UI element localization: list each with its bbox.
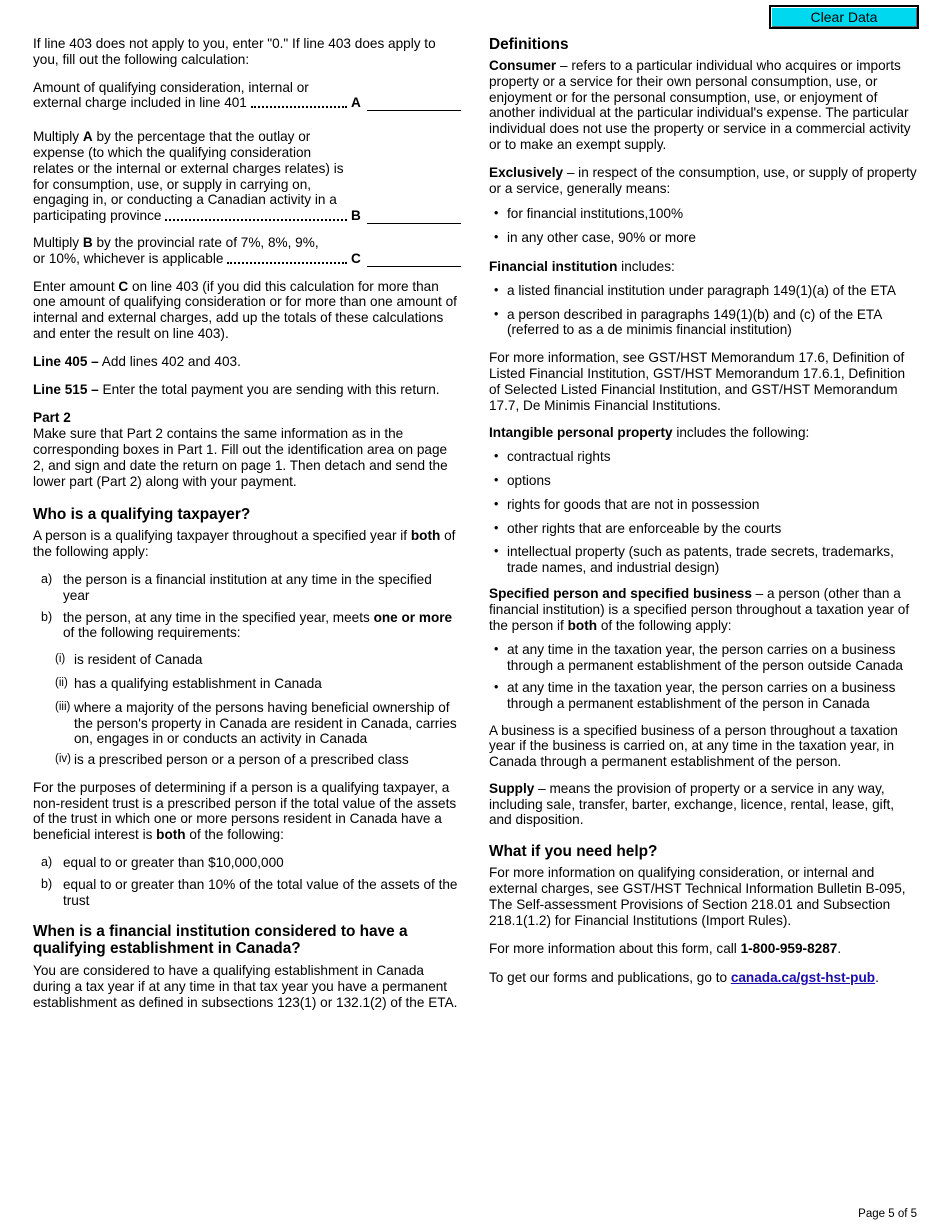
establishment-text: You are considered to have a qualifying establishment in Canada during a tax year if at any time in that tax year you have a permanent establishment as defined in subsections 123(1) or 132.1(2) of the ETA. bbox=[33, 963, 458, 1011]
list-item: • for financial institutions,100% bbox=[494, 206, 684, 222]
calc-a-line1: Amount of qualifying consideration, internal or bbox=[33, 79, 309, 95]
list-item: • other rights that are enforceable by the courts bbox=[494, 520, 782, 536]
business-text: A business is a specified business of a person throughout a taxation year if the business is carried on, at any time in the taxation year, in Canada through a permanent establishment of the person. bbox=[489, 722, 898, 770]
web-text: To get our forms and publications, go to canada.ca/gst-hst-pub. bbox=[489, 970, 879, 986]
enter-c-text: Enter amount C on line 403 (if you did this calculation for more than one amount of qualifying consideration or for more than one amount of internal and external charges, add up the totals of these calculations and enter the result on line 403). bbox=[33, 278, 457, 341]
calc-c: Multiply B by the provincial rate of 7%, 8%, 9%, or 10%, whichever is applicable C bbox=[33, 235, 461, 267]
memo-text: For more information, see GST/HST Memorandum 17.6, Definition of Listed Financial Institution, GST/HST Memorandum 17.6.1, Definition of Selected Listed Financial Institution, and GST/HST Memorandum 17.7, De Minimis Financial Institutions. bbox=[489, 350, 906, 413]
line-405-text: Line 405 – Add lines 402 and 403. bbox=[33, 353, 241, 369]
trust-text: For the purposes of determining if a person is a qualifying taxpayer, a non-resident trust is a prescribed person if the total value of the assets of the trust in which one or more persons resident in Canada have a beneficial interest is both of the following: bbox=[33, 779, 457, 843]
definitions-heading: Definitions bbox=[489, 36, 569, 53]
list-item: • at any time in the taxation year, the person carries on a business through a permanent establishment of the person in Canada bbox=[494, 679, 896, 711]
list-item: • a listed financial institution under paragraph 149(1)(a) of the ETA bbox=[494, 282, 896, 298]
amount-c-field[interactable] bbox=[367, 252, 461, 267]
amount-b-field[interactable] bbox=[367, 209, 461, 224]
specified-definition: Specified person and specified business – a person (other than a financial institution) is a specified person throughout a taxation year of the person if both of the following apply: bbox=[489, 585, 910, 633]
list-item: a) equal to or greater than $10,000,000 bbox=[41, 855, 284, 871]
phone-text: For more information about this form, call 1-800-959-8287. bbox=[489, 941, 842, 957]
calc-b-last: participating province bbox=[33, 208, 162, 224]
amount-a-field[interactable] bbox=[367, 96, 461, 111]
specified-list bbox=[489, 642, 917, 711]
consumer-definition: Consumer – refers to a particular individual who acquires or imports property or a service for their own personal consumption, use, or enjoyment or for the personal consumption, use, or enjoyment of another individual at the particular individual's expense. The particular individual does not use the property or service in a commercial activity or to make an exempt supply. bbox=[489, 58, 911, 152]
intangible-list bbox=[489, 449, 917, 576]
calc-b-text: by the percentage that the outlay or expense (to which the qualifying consideration relates or the internal or external charges relates) is for consumption, use, or supply in carrying on, engaging in, or conducting a Canadian activity in a bbox=[33, 129, 344, 208]
part2-heading: Part 2 bbox=[33, 410, 71, 426]
qualifying-heading: Who is a qualifying taxpayer? bbox=[33, 506, 251, 524]
qualifying-list bbox=[33, 572, 461, 641]
list-item: a) the person is a financial institution at any time in the specified year bbox=[41, 571, 432, 603]
calc-c-last: or 10%, whichever is applicable bbox=[33, 250, 224, 266]
trust-list bbox=[33, 855, 461, 908]
qualifying-intro: A person is a qualifying taxpayer throughout a specified year if both of the following apply: bbox=[33, 528, 456, 560]
list-item: • at any time in the taxation year, the person carries on a business through a permanent establishment of the person outside Canada bbox=[494, 642, 903, 674]
part2-text: Make sure that Part 2 contains the same information as in the corresponding boxes in Part 1. Fill out the identification area on page 2, and sign and date the return on page 1. Then detach and send the lower part (Part 2) along with your payment. bbox=[33, 426, 448, 489]
calc-a-line2: external charge included in line 401 bbox=[33, 95, 247, 111]
calc-a bbox=[33, 80, 461, 112]
help-heading: What if you need help? bbox=[489, 843, 658, 861]
right-column bbox=[489, 36, 917, 986]
list-item: • options bbox=[494, 472, 551, 488]
intro-text: If line 403 does not apply to you, enter "0." If line 403 does apply to you, fill out the following calculation: bbox=[33, 36, 436, 67]
financial-definition: Financial institution includes: bbox=[489, 258, 675, 274]
list-item: (iii) where a majority of the persons having beneficial ownership of the person's property in Canada are resident in Canada, carries on, engages in or conducts an activity in Canada bbox=[55, 699, 457, 747]
calc-b: Multiply A by the percentage that the outlay or expense (to which the qualifying consideration relates or the internal or external charges relates) is for consumption, use, or supply in carrying on, engaging in, or conducting a Canadian activity in a participating province B bbox=[33, 129, 461, 224]
list-item: • intellectual property (such as patents, trade secrets, trademarks, trade names, and industrial design) bbox=[494, 544, 894, 576]
publications-link[interactable]: canada.ca/gst-hst-pub bbox=[730, 970, 876, 986]
requirements-list bbox=[33, 652, 461, 768]
list-item: • a person described in paragraphs 149(1)(b) and (c) of the ETA (referred to as a de minimis financial institution) bbox=[494, 306, 882, 338]
list-item: b) the person, at any time in the specified year, meets one or more of the following requirements: bbox=[41, 609, 453, 641]
help-text: For more information on qualifying consideration, or internal and external charges, see GST/HST Technical Information Bulletin B-095, The Self-assessment Provisions of Section 218.01 and Subsection 218.1(1.2) for Financial Institutions (Import Rules). bbox=[489, 865, 906, 928]
calc-c-letter: C bbox=[351, 250, 361, 266]
establishment-heading: When is a financial institution considered to have a qualifying establishment in Canada? bbox=[33, 923, 408, 958]
list-item: (i) is resident of Canada bbox=[55, 652, 203, 668]
exclusively-definition: Exclusively – in respect of the consumption, use, or supply of property or a service, generally means: bbox=[489, 164, 917, 196]
list-item: (iv) is a prescribed person or a person of a prescribed class bbox=[55, 752, 409, 768]
list-item: • contractual rights bbox=[494, 449, 611, 465]
clear-data-button[interactable]: Clear Data bbox=[769, 5, 919, 29]
phone-number: 1-800-959-8287 bbox=[740, 941, 838, 957]
calc-b-letter: B bbox=[351, 208, 361, 224]
list-item: • rights for goods that are not in possession bbox=[494, 496, 760, 512]
intangible-definition: Intangible personal property includes the following: bbox=[489, 425, 810, 441]
calc-a-letter: A bbox=[351, 95, 361, 111]
left-column bbox=[33, 36, 461, 1011]
exclusively-list bbox=[489, 206, 917, 246]
page-number: Page 5 of 5 bbox=[858, 1208, 917, 1220]
financial-list bbox=[489, 283, 917, 338]
list-item: • in any other case, 90% or more bbox=[494, 230, 696, 246]
line-515-text: Line 515 – Enter the total payment you are sending with this return. bbox=[33, 381, 440, 397]
list-item: (ii) has a qualifying establishment in Canada bbox=[55, 675, 322, 691]
supply-definition: Supply – means the provision of property or a service in any way, including sale, transfer, barter, exchange, licence, rental, lease, gift, and disposition. bbox=[489, 780, 895, 828]
list-item: b) equal to or greater than 10% of the total value of the assets of the trust bbox=[41, 876, 458, 908]
